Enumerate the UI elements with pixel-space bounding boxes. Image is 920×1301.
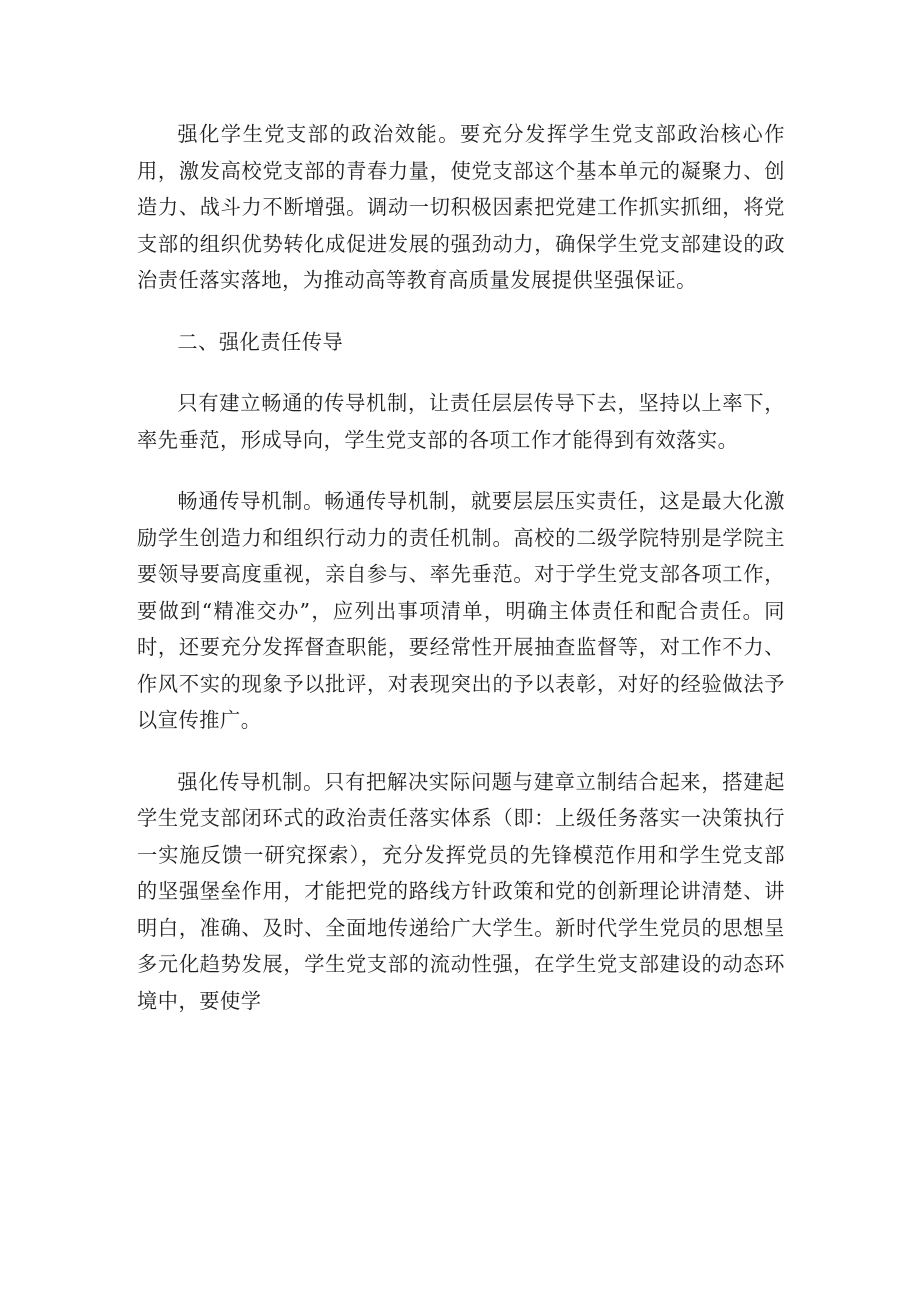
section-heading-responsibility: 二、强化责任传导 [177,329,344,354]
paragraph-smooth-mechanism: 畅通传导机制。畅通传导机制，就要层层压实责任，这是最大化激励学生创造力和组织行动力的责任机制。高校的二级学院特别是学院主要领导要高度重视，亲自参与、率先垂范。对于学生党支部各项工作，要做到“精准交办”，应列出事项清单，明确主体责任和配合责任。同时，还要充分发挥督查职能，要经常性开展抽查监督等，对工作不力、作风不实的现象予以批评，对表现突出的予以表彰，对好的经验做法予以宣传推广。 [137,489,785,732]
paragraph-strengthen-mechanism: 强化传导机制。只有把解决实际问题与建章立制结合起来，搭建起学生党支部闭环式的政治责任落实体系（即：上级任务落实一决策执行一实施反馈一研究探索），充分发挥党员的先锋模范作用和学生党支部的坚强堡垒作用，才能把党的路线方针政策和党的创新理论讲清楚、讲明白，准确、及时、全面地传递给广大学生。新时代学生党员的思想呈多元化趋势发展，学生党支部的流动性强，在学生党支部建设的动态环境中，要使学 [137,769,785,1013]
document-body [137,116,785,1019]
paragraph-political-efficacy: 强化学生党支部的政治效能。要充分发挥学生党支部政治核心作用，激发高校党支部的青春力量，使党支部这个基本单元的凝聚力、创造力、战斗力不断增强。调动一切积极因素把党建工作抓实抓细，将党支部的组织优势转化成促进发展的强劲动力，确保学生党支部建设的政治责任落实落地，为推动高等教育高质量发展提供坚强保证。 [137,122,785,292]
paragraph-transmission-intro: 只有建立畅通的传导机制，让责任层层传导下去，坚持以上率下，率先垂范，形成导向，学生党支部的各项工作才能得到有效落实。 [137,391,785,452]
